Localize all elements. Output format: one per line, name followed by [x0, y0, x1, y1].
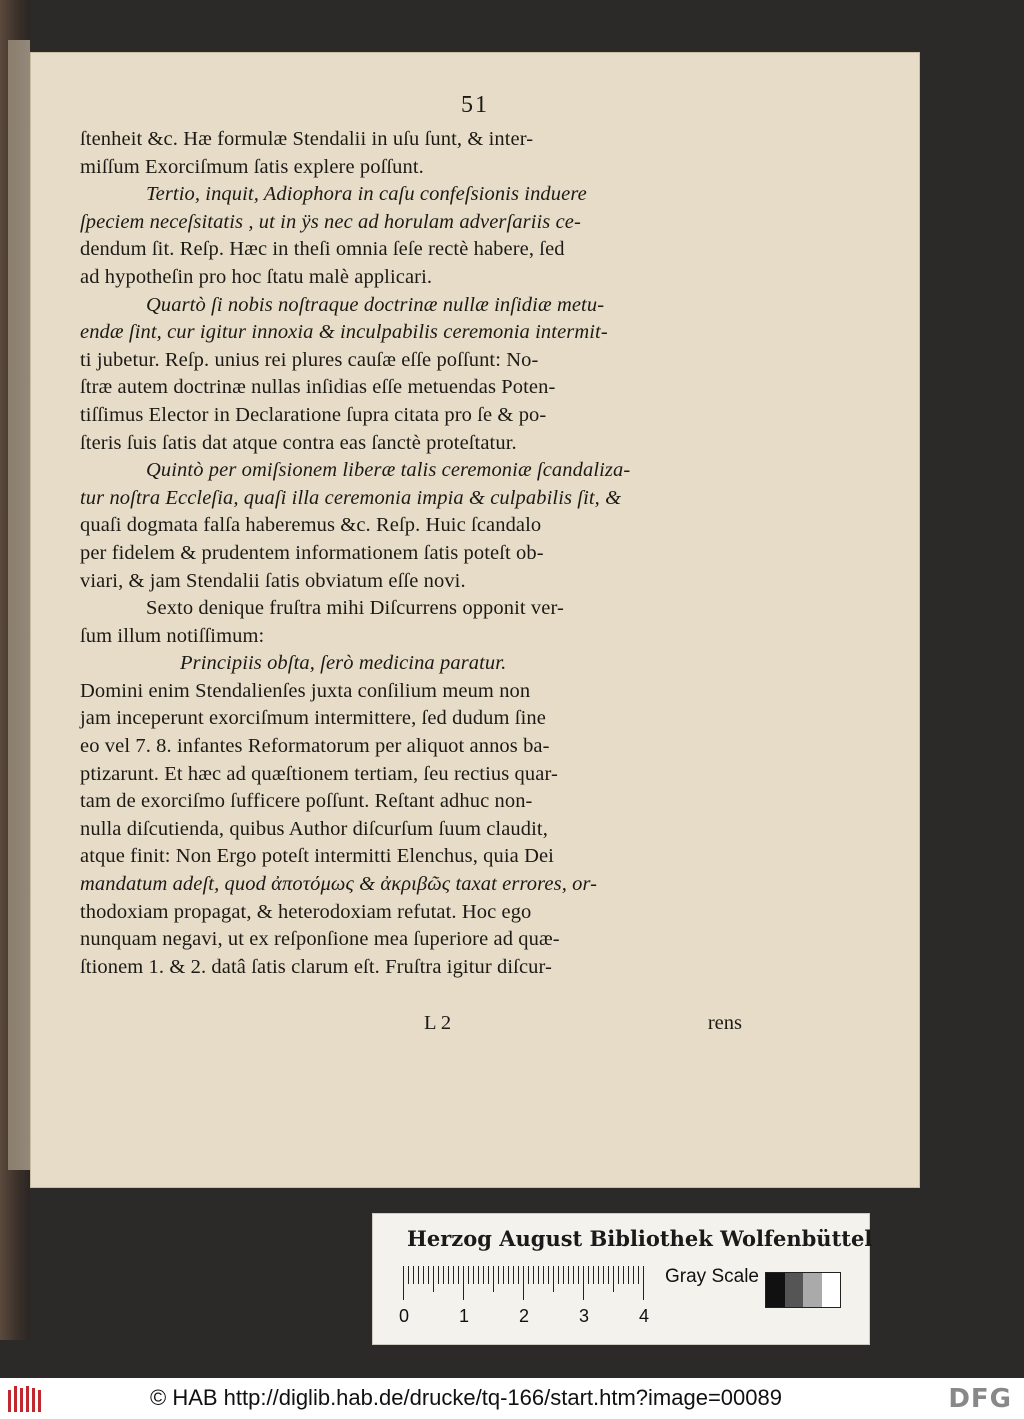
ruler-tick — [413, 1266, 414, 1284]
ruler-tick — [513, 1266, 514, 1284]
ruler-tick — [403, 1266, 404, 1300]
ruler-tick — [548, 1266, 549, 1284]
text-line: eo vel 7. 8. infantes Reformatorum per aliquot annos ba- — [80, 735, 550, 758]
text-line: nulla diſcutienda, quibus Author diſcurſum ſuum claudit, — [80, 817, 548, 840]
ruler-tick — [443, 1266, 444, 1284]
ruler-tick — [463, 1266, 464, 1300]
gray-swatch — [822, 1273, 841, 1307]
ruler-tick — [563, 1266, 564, 1284]
centimeter-ruler — [403, 1266, 643, 1300]
ruler-tick — [523, 1266, 524, 1300]
text-line: Quartò ſi nobis noſtraque doctrinæ nullæ inſidiæ metu- — [146, 293, 605, 316]
ruler-tick — [643, 1266, 644, 1300]
ruler-tick — [588, 1266, 589, 1284]
ruler-tick — [448, 1266, 449, 1284]
ruler-tick — [578, 1266, 579, 1284]
ruler-tick — [623, 1266, 624, 1284]
gray-scale-swatch — [765, 1272, 841, 1308]
signature-mark: L 2 — [424, 1012, 452, 1034]
gray-swatch — [766, 1273, 785, 1307]
left-page-edge — [8, 40, 30, 1170]
text-line: ſteris ſuis ſatis dat atque contra eas ſanctè proteſtatur. — [80, 431, 517, 454]
ruler-tick — [478, 1266, 479, 1284]
ruler-tick — [613, 1266, 614, 1292]
ruler-tick — [508, 1266, 509, 1284]
text-line: tiſſimus Elector in Declaratione ſupra citata pro ſe & po- — [80, 403, 547, 426]
ruler-tick — [493, 1266, 494, 1292]
text-line: per fidelem & prudentem informationem ſatis poteſt ob- — [80, 541, 544, 564]
gray-scale-label: Gray Scale — [665, 1266, 759, 1287]
ruler-tick — [583, 1266, 584, 1300]
ruler-tick — [473, 1266, 474, 1284]
gray-swatch — [785, 1273, 804, 1307]
ruler-tick — [453, 1266, 454, 1284]
ruler-tick — [483, 1266, 484, 1284]
ruler-tick — [568, 1266, 569, 1284]
ruler-tick — [618, 1266, 619, 1284]
page-number: 51 — [461, 92, 489, 118]
ruler-tick — [608, 1266, 609, 1284]
ruler-tick — [433, 1266, 434, 1292]
ruler-tick — [598, 1266, 599, 1284]
text-line: miſſum Exorciſmum ſatis explere poſſunt. — [80, 155, 424, 178]
ruler-tick — [633, 1266, 634, 1284]
text-line: nunquam negavi, ut ex reſponſione mea ſuperiore ad quæ- — [80, 928, 560, 951]
ruler-number: 1 — [459, 1306, 470, 1326]
copyright-url: © HAB http://diglib.hab.de/drucke/tq-166/start.htm?image=00089 — [150, 1385, 782, 1410]
ruler-tick — [498, 1266, 499, 1284]
scanned-page — [30, 52, 920, 1188]
text-line: ſum illum notiſſimum: — [80, 624, 265, 647]
text-line: ſpeciem neceſsitatis , ut in ÿs nec ad horulam adverſariis ce- — [80, 210, 581, 233]
page-body-text — [80, 126, 742, 981]
text-line: ſtræ autem doctrinæ nullas inſidias eſſe metuendas Poten- — [80, 376, 556, 399]
ruler-tick — [423, 1266, 424, 1284]
text-line: Domini enim Stendalienſes juxta conſilium meum non — [80, 679, 531, 702]
viewer-footer-bar — [0, 1378, 1024, 1419]
ruler-tick — [603, 1266, 604, 1284]
gray-swatch — [803, 1273, 822, 1307]
ruler-number: 4 — [639, 1306, 650, 1326]
ruler-tick — [628, 1266, 629, 1284]
ruler-tick — [418, 1266, 419, 1284]
ruler-tick — [518, 1266, 519, 1284]
ruler-tick — [538, 1266, 539, 1284]
text-line: ad hypotheſin pro hoc ſtatu malè applicari. — [80, 265, 433, 288]
ruler-tick — [638, 1266, 639, 1284]
ruler-tick — [468, 1266, 469, 1284]
page-footer-line — [80, 1012, 742, 1042]
library-color-chart-label — [372, 1213, 873, 1345]
text-line: ti jubetur. Reſp. unius rei plures cauſæ eſſe poſſunt: No- — [80, 348, 539, 371]
text-line: ſtionem 1. & 2. datâ ſatis clarum eſt. Fruſtra igitur diſcur- — [80, 955, 552, 978]
ruler-tick — [553, 1266, 554, 1292]
ruler-tick — [593, 1266, 594, 1284]
text-line: tam de exorciſmo ſufficere poſſunt. Reſtant adhuc non- — [80, 790, 533, 813]
text-line: endæ ſint, cur igitur innoxia & inculpabilis ceremonia intermit- — [80, 321, 608, 344]
ruler-tick — [458, 1266, 459, 1284]
text-line: quaſi dogmata falſa haberemus &c. Reſp. Huic ſcandalo — [80, 514, 542, 537]
hab-logo-icon — [6, 1384, 46, 1414]
ruler-tick — [438, 1266, 439, 1284]
text-line: thodoxiam propagat, & heterodoxiam refutat. Hoc ego — [80, 900, 532, 923]
ruler-number: 0 — [399, 1306, 410, 1326]
text-line: ptizarunt. Et hæc ad quæſtionem tertiam, ſeu rectius quar- — [80, 762, 558, 785]
text-line: Sexto denique fruſtra mihi Diſcurrens opponit ver- — [146, 597, 564, 620]
text-line: mandatum adeſt, quod ἀποτόμως & ἀκριβῶς taxat errores, or- — [80, 873, 598, 896]
text-line: Principiis obſta, ſerò medicina paratur. — [180, 652, 507, 675]
dfg-logo: DFG — [948, 1384, 1012, 1414]
ruler-tick — [488, 1266, 489, 1284]
text-line: atque finit: Non Ergo poteſt intermitti Elenchus, quia Dei — [80, 845, 554, 868]
ruler-tick — [408, 1266, 409, 1284]
text-line: tur noſtra Eccleſia, quaſi illa ceremonia impia & culpabilis ſit, & — [80, 486, 622, 509]
catchword: rens — [707, 1012, 742, 1034]
ruler-tick — [573, 1266, 574, 1284]
ruler-tick — [428, 1266, 429, 1284]
ruler-tick — [543, 1266, 544, 1284]
text-line: Tertio, inquit, Adiophora in caſu confeſsionis induere — [146, 183, 587, 206]
text-line: dendum ſit. Reſp. Hæc in theſi omnia ſeſe rectè habere, ſed — [80, 238, 565, 261]
text-line: viari, & jam Stendalii ſatis obviatum eſſe novi. — [80, 569, 466, 592]
ruler-tick — [503, 1266, 504, 1284]
library-name: Herzog August Bibliothek Wolfenbüttel — [407, 1226, 873, 1251]
text-line: Quintò per omiſsionem liberæ talis ceremoniæ ſcandaliza- — [146, 459, 631, 482]
ruler-numbers — [399, 1306, 663, 1328]
ruler-number: 3 — [579, 1306, 590, 1326]
ruler-tick — [528, 1266, 529, 1284]
text-line: ſtenheit &c. Hæ formulæ Stendalii in uſu ſunt, & inter- — [80, 128, 534, 150]
ruler-tick — [558, 1266, 559, 1284]
text-line: jam inceperunt exorciſmum intermittere, ſed dudum ſine — [80, 707, 546, 730]
ruler-number: 2 — [519, 1306, 530, 1326]
ruler-tick — [533, 1266, 534, 1284]
